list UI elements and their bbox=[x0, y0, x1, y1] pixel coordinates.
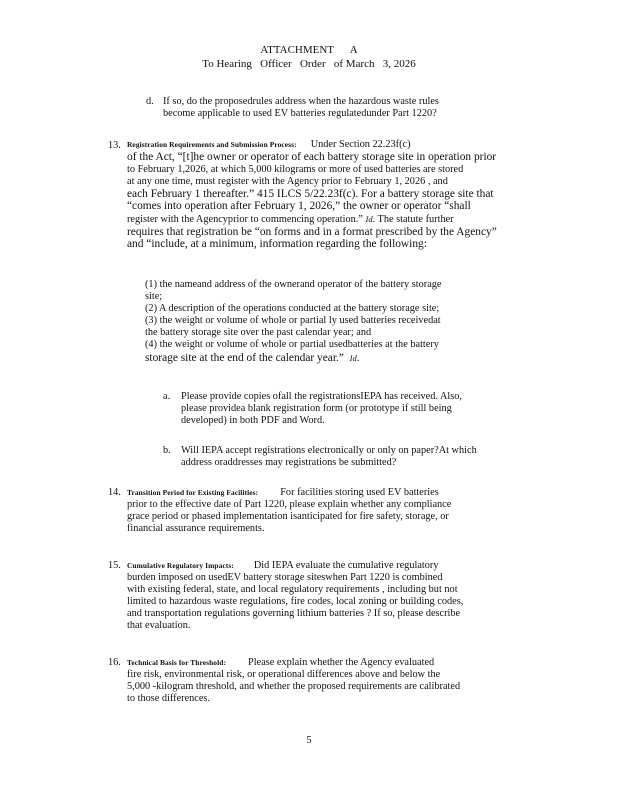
item-13-quote bbox=[145, 279, 525, 364]
sub-a-marker: a. bbox=[163, 391, 171, 402]
item-d-line-2: become applicable to used EV batteries regulatedunder Part 1220? bbox=[163, 108, 437, 120]
item-13-line-9: and “include, at a minimum, information regarding the following: bbox=[127, 238, 427, 250]
item-15-line-2: burden imposed on usedEV battery storage siteswhen Part 1220 is combined bbox=[127, 572, 443, 584]
item-16-line1-rest: Please explain whether the Agency evaluated bbox=[248, 657, 435, 668]
quote-last-line: storage site at the end of the calendar year.” bbox=[145, 351, 344, 364]
quote-end: . bbox=[356, 351, 360, 364]
sub-b-marker: b. bbox=[163, 445, 171, 456]
item-16-line-4: to those differences. bbox=[127, 693, 211, 705]
item-13-line-7a: register with the Agencyprior to commencing operation.” bbox=[127, 213, 363, 225]
item-16-heading: Technical Basis for Threshold: bbox=[127, 658, 227, 667]
page-number: 5 bbox=[306, 735, 312, 746]
item-15-heading: Cumulative Regulatory Impacts: bbox=[127, 561, 234, 570]
item-16-line-3: 5,000 -kilogram threshold, and whether the proposed requirements are calibrated bbox=[127, 681, 461, 693]
sub-a-text bbox=[181, 391, 462, 427]
quote-line-6: (4) the weight or volume of whole or partial usedbatteries at the battery bbox=[145, 339, 439, 351]
item-16-line-2: fire risk, environmental risk, or operational differences above and below the bbox=[127, 669, 441, 681]
item-13-line1-rest: Under Section 22.23f(c) bbox=[310, 139, 411, 150]
item-13-line-3: to February 1,2026, at which 5,000 kilograms or more of used batteries are stored bbox=[127, 163, 464, 175]
quote-cite: Id bbox=[349, 352, 357, 363]
item-14-line-4: financial assurance requirements. bbox=[127, 523, 265, 535]
item-d-line-1: If so, do the proposedrules address when the hazardous waste rules bbox=[163, 96, 439, 107]
item-13-cite-1: Id bbox=[365, 213, 373, 224]
item-13-line-7b: . The statute further bbox=[372, 213, 454, 225]
item-15-line-6: that evaluation. bbox=[127, 620, 191, 632]
quote-line-5: the battery storage site over the past calendar year; and bbox=[145, 327, 372, 339]
item-14-line-3: grace period or phased implementation isanticipated for fire safety, storage, or bbox=[127, 511, 449, 523]
item-13-line-4: at any one time, must register with the Agency prior to February 1, 2026 , and bbox=[127, 175, 448, 187]
quote-line-2: site; bbox=[145, 291, 163, 303]
item-15-body bbox=[127, 560, 463, 633]
item-13-line-5: each February 1 thereafter.” 415 ILCS 5/22.23f(c). For a battery storage site that bbox=[127, 187, 494, 200]
item-16-number: 16. bbox=[108, 657, 121, 668]
item-13-line-6: “comes into operation after February 1, 2026,” the owner or operator “shall bbox=[127, 200, 471, 213]
item-15-line1-rest: Did IEPA evaluate the cumulative regulatory bbox=[253, 560, 439, 571]
attachment-subtitle: To Hearing Officer Order of March 3, 2026 bbox=[202, 58, 416, 70]
item-13-line-8: requires that registration be “on forms and in a format prescribed by the Agency” bbox=[127, 225, 497, 238]
item-14-number: 14. bbox=[108, 487, 121, 498]
item-14-heading: Transition Period for Existing Facilities: bbox=[127, 488, 259, 497]
item-15-line-5: and transportation regulations governing lithium batteries ? If so, please describe bbox=[127, 608, 461, 620]
item-14-body bbox=[127, 487, 451, 535]
item-13-body bbox=[127, 139, 527, 250]
quote-line-4: (3) the weight or volume of whole or partial ly used batteries receivedat bbox=[145, 315, 441, 327]
sub-a-line-3: developed) in both PDF and Word. bbox=[181, 415, 325, 427]
sub-b-line-1: Will IEPA accept registrations electronically or only on paper?At which bbox=[181, 445, 477, 456]
sub-b-line-2: address oraddresses may registrations be submitted? bbox=[181, 457, 397, 469]
sub-b-text bbox=[181, 445, 477, 469]
sub-a-line-2: please providea blank registration form (or prototype if still being bbox=[181, 403, 452, 415]
item-15-line-4: limited to hazardous waste regulations, fire codes, local zoning or building codes, bbox=[127, 596, 464, 608]
attachment-title: ATTACHMENT A bbox=[260, 44, 358, 56]
item-15-line-3: with existing federal, state, and local regulatory requirements , including but not bbox=[127, 584, 458, 596]
sub-a-line-1: Please provide copies ofall the registrationsIEPA has received. Also, bbox=[181, 391, 463, 402]
item-13-number: 13. bbox=[108, 140, 121, 151]
item-13-line-2: of the Act, “[t]he owner or operator of each battery storage site in operation prior bbox=[127, 151, 497, 164]
item-14-line1-rest: For facilities storing used EV batteries bbox=[280, 487, 439, 498]
item-14-line-2: prior to the effective date of Part 1220, please explain whether any compliance bbox=[127, 499, 452, 511]
item-d-text bbox=[163, 96, 439, 120]
item-d-marker: d. bbox=[146, 96, 154, 107]
quote-line-1: (1) the nameand address of the ownerand operator of the battery storage bbox=[145, 279, 442, 290]
item-13-heading: Registration Requirements and Submission Process: bbox=[127, 140, 297, 149]
item-16-body bbox=[127, 657, 460, 705]
item-15-number: 15. bbox=[108, 560, 121, 571]
quote-line-3: (2) A description of the operations conducted at the battery storage site; bbox=[145, 303, 440, 315]
